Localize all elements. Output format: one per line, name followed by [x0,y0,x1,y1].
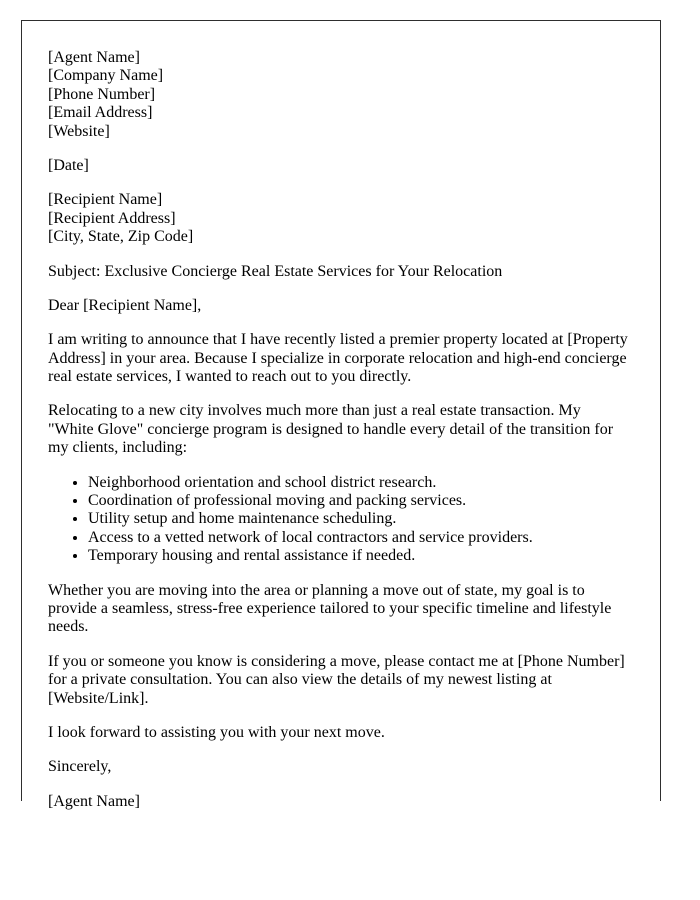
list-item: • Coordination of professional moving and packing services. [88,492,629,510]
paragraph-contact: If you or someone you know is considering a move, please contact me at [Phone Number] for a private consultation. You can also view the details of my newest listing at [Website/Link]. [48,652,625,707]
list-item: • Utility setup and home maintenance scheduling. [88,510,629,528]
signoff: Sincerely, [48,758,112,776]
recipient-address: [Recipient Address] [48,209,176,227]
list-item: • Temporary housing and rental assistance if needed. [88,547,629,565]
recipient-city-state-zip: [City, State, Zip Code] [48,228,194,246]
recipient-name: [Recipient Name] [48,191,163,209]
sender-website: [Website] [48,122,110,140]
paragraph-concierge-program: Relocating to a new city involves much more than just a real estate transaction. My "White Glove" concierge program is designed to handle every detail of the transition for my clients, including: [48,402,614,457]
letter-page [21,20,661,810]
subject-line: Subject: Exclusive Concierge Real Estate Services for Your Relocation [48,262,503,280]
sender-agent-name: [Agent Name] [48,49,140,66]
paragraph-closing: I look forward to assisting you with your next move. [48,723,385,741]
services-bullet-list [48,474,629,566]
date-line: [Date] [48,156,89,174]
sender-block [48,49,629,141]
list-item: • Access to a vetted network of local contractors and service providers. [88,529,629,547]
signature: [Agent Name] [48,792,140,810]
sender-company-name: [Company Name] [48,67,164,85]
letter-content [22,21,660,811]
list-item: • Neighborhood orientation and school district research. [88,474,629,492]
paragraph-goal: Whether you are moving into the area or planning a move out of state, my goal is to provide a seamless, stress-free experience tailored to your specific timeline and lifestyle needs. [48,581,612,636]
salutation: Dear [Recipient Name], [48,296,202,314]
sender-email-address: [Email Address] [48,104,153,122]
sender-phone-number: [Phone Number] [48,85,156,103]
recipient-block [48,191,629,246]
paragraph-announcement: I am writing to announce that I have recently listed a premier property located at [Property Address] in your area. Because I specialize in corporate relocation and high-end concierge real estate services, I wanted to reach out to you directly. [48,331,628,386]
